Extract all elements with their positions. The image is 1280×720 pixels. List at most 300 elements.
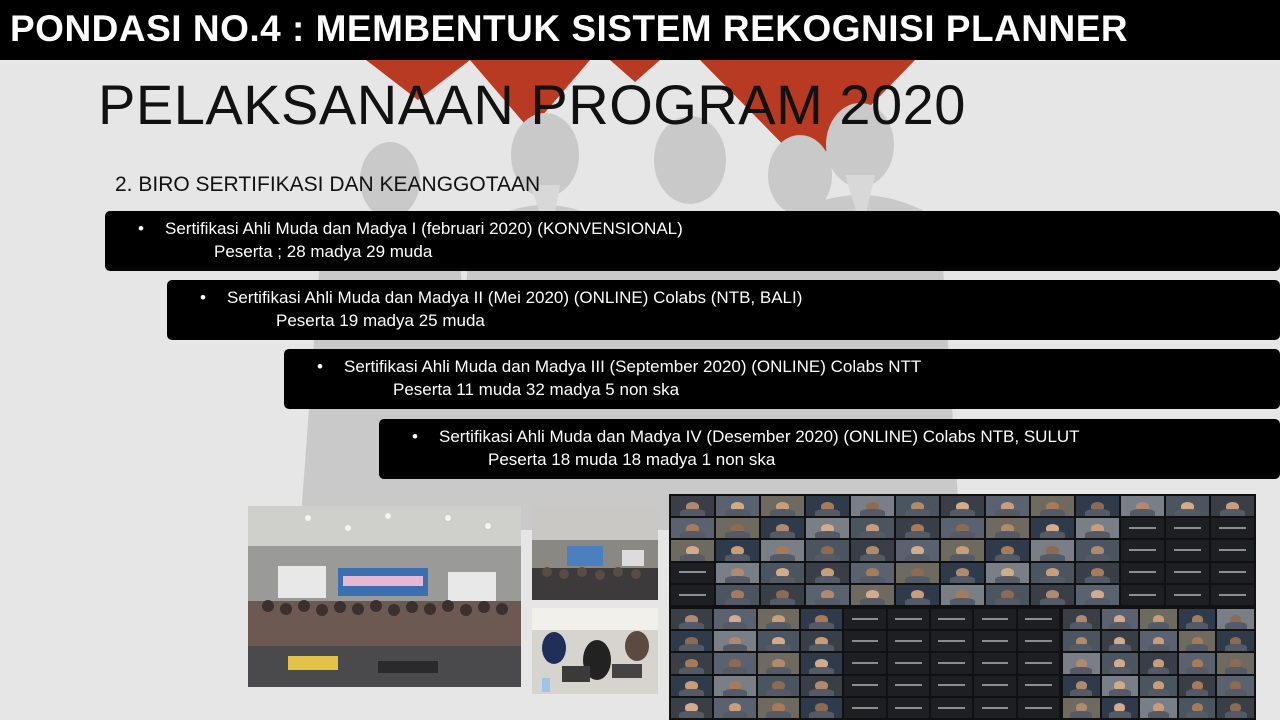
video-tile: [851, 563, 894, 583]
participant-body: [905, 576, 931, 583]
participant-name-bar: [1129, 571, 1157, 573]
video-tile: [1217, 676, 1254, 696]
participant-body: [950, 531, 976, 538]
participant-body: [1109, 622, 1131, 629]
video-tile: [888, 698, 929, 718]
participant-name-bar: [1174, 571, 1202, 573]
video-tile: [1121, 585, 1164, 605]
video-tile: [1018, 631, 1059, 651]
video-tile: [1211, 563, 1254, 583]
participant-name-bar: [938, 640, 964, 642]
step-title-line: [412, 427, 1280, 447]
header-bar: [0, 0, 1280, 60]
video-tile: [941, 585, 984, 605]
video-tile: [1031, 496, 1074, 516]
participant-body: [1109, 644, 1131, 651]
video-tile: [716, 585, 759, 605]
video-tile: [986, 518, 1029, 538]
video-tile: [801, 631, 842, 651]
video-tile: [1018, 653, 1059, 673]
video-tile: [1166, 585, 1209, 605]
video-tile: [931, 653, 972, 673]
participant-name-bar: [982, 662, 1008, 664]
video-tile: [758, 653, 799, 673]
video-tile: [801, 609, 842, 629]
participant-body: [770, 576, 796, 583]
participant-body: [766, 711, 791, 718]
video-tile: [801, 653, 842, 673]
video-tile: [851, 585, 894, 605]
video-tile: [851, 518, 894, 538]
participant-name-bar: [679, 594, 707, 596]
participant-body: [1040, 598, 1066, 605]
video-tile: [1063, 609, 1100, 629]
participant-body: [905, 554, 931, 561]
video-tile: [1140, 653, 1177, 673]
participant-body: [1220, 509, 1246, 516]
video-tile: [974, 653, 1015, 673]
participant-body: [770, 554, 796, 561]
video-tile: [1121, 496, 1164, 516]
video-tile: [1121, 518, 1164, 538]
video-tile: [671, 563, 714, 583]
participant-body: [770, 531, 796, 538]
video-tile: [758, 698, 799, 718]
video-tile: [671, 540, 714, 560]
video-tile: [844, 676, 885, 696]
video-tile: [1217, 653, 1254, 673]
zoom-gallery-bottom-right: [1061, 607, 1256, 720]
participant-body: [723, 711, 748, 718]
video-tile: [1166, 518, 1209, 538]
participant-name-bar: [1129, 527, 1157, 529]
video-tile: [974, 631, 1015, 651]
slide-title: PELAKSANAAN PROGRAM 2020: [98, 73, 966, 136]
participant-name-bar: [1129, 549, 1157, 551]
participant-body: [809, 622, 834, 629]
participant-name-bar: [852, 640, 878, 642]
participant-body: [766, 667, 791, 674]
participant-name-bar: [1025, 707, 1051, 709]
participant-body: [1109, 711, 1131, 718]
participant-name-bar: [1219, 571, 1247, 573]
video-tile: [671, 676, 712, 696]
participant-body: [1186, 667, 1208, 674]
video-tile: [1018, 609, 1059, 629]
video-tile: [1063, 653, 1100, 673]
video-tile: [1102, 631, 1139, 651]
video-tile: [941, 518, 984, 538]
video-tile: [974, 609, 1015, 629]
participant-body: [1085, 598, 1111, 605]
video-tile: [1166, 496, 1209, 516]
participant-body: [725, 554, 751, 561]
participant-name-bar: [938, 707, 964, 709]
section-heading: 2. BIRO SERTIFIKASI DAN KEANGGOTAAN: [115, 173, 541, 196]
zoom-gallery-bottom-left: [669, 607, 1061, 720]
participant-body: [1148, 711, 1170, 718]
participant-name-bar: [938, 618, 964, 620]
participant-body: [725, 598, 751, 605]
participant-body: [723, 689, 748, 696]
group-photo-classroom: [248, 506, 521, 687]
participant-body: [860, 531, 886, 538]
video-tile: [888, 631, 929, 651]
participant-body: [995, 554, 1021, 561]
participant-name-bar: [852, 662, 878, 664]
video-tile: [1140, 609, 1177, 629]
participant-body: [679, 689, 704, 696]
participant-body: [1109, 689, 1131, 696]
step-title-line: [200, 288, 1280, 308]
video-tile: [761, 563, 804, 583]
participant-body: [1225, 689, 1247, 696]
participant-name-bar: [1219, 549, 1247, 551]
participant-body: [809, 667, 834, 674]
participant-name-bar: [938, 684, 964, 686]
video-tile: [1031, 518, 1074, 538]
video-tile: [671, 653, 712, 673]
video-tile: [806, 496, 849, 516]
video-tile: [671, 585, 714, 605]
participant-name-bar: [1025, 618, 1051, 620]
step-participants: Peserta ; 28 madya 29 muda: [214, 242, 433, 261]
participant-body: [860, 554, 886, 561]
video-tile: [888, 653, 929, 673]
participant-name-bar: [895, 618, 921, 620]
participant-body: [1085, 554, 1111, 561]
participant-body: [679, 622, 704, 629]
video-tile: [714, 631, 755, 651]
participant-body: [860, 509, 886, 516]
participant-body: [905, 598, 931, 605]
header-title: PONDASI NO.4 : MEMBENTUK SISTEM REKOGNISI PLANNER: [10, 8, 1129, 49]
video-tile: [1102, 609, 1139, 629]
video-tile: [1179, 698, 1216, 718]
participant-name-bar: [938, 662, 964, 664]
video-tile: [986, 496, 1029, 516]
video-tile: [761, 518, 804, 538]
participant-body: [723, 667, 748, 674]
step-title: Sertifikasi Ahli Muda dan Madya II (Mei 2020) (ONLINE) Colabs (NTB, BALI): [227, 288, 803, 307]
participant-body: [770, 509, 796, 516]
video-tile: [1121, 563, 1164, 583]
participant-body: [950, 598, 976, 605]
video-tile: [844, 698, 885, 718]
participant-name-bar: [1129, 594, 1157, 596]
video-tile: [716, 563, 759, 583]
video-tile: [716, 518, 759, 538]
bullet-icon: •: [138, 219, 144, 238]
participant-body: [1186, 711, 1208, 718]
participant-body: [1085, 576, 1111, 583]
participant-body: [1109, 667, 1131, 674]
video-tile: [1166, 540, 1209, 560]
video-tile: [1211, 540, 1254, 560]
step-title-line: [317, 357, 1280, 377]
participant-body: [723, 622, 748, 629]
video-tile: [1102, 676, 1139, 696]
video-tile: [896, 540, 939, 560]
participant-body: [1148, 689, 1170, 696]
participant-body: [1130, 509, 1156, 516]
participant-name-bar: [1174, 594, 1202, 596]
participant-name-bar: [852, 618, 878, 620]
step-title: Sertifikasi Ahli Muda dan Madya IV (Desember 2020) (ONLINE) Colabs NTB, SULUT: [439, 427, 1080, 446]
bullet-icon: •: [412, 427, 418, 446]
step-box: [105, 211, 1280, 271]
participant-body: [766, 689, 791, 696]
participant-body: [809, 644, 834, 651]
video-tile: [714, 653, 755, 673]
video-tile: [1211, 585, 1254, 605]
video-tile: [671, 518, 714, 538]
video-tile: [974, 698, 1015, 718]
video-tile: [758, 676, 799, 696]
step-title: Sertifikasi Ahli Muda dan Madya III (September 2020) (ONLINE) Colabs NTT: [344, 357, 922, 376]
video-tile: [1076, 540, 1119, 560]
video-tile: [714, 609, 755, 629]
participant-body: [809, 689, 834, 696]
video-tile: [1102, 698, 1139, 718]
participant-body: [1225, 711, 1247, 718]
participant-body: [770, 598, 796, 605]
video-tile: [1031, 540, 1074, 560]
participant-body: [1186, 622, 1208, 629]
participant-body: [766, 622, 791, 629]
video-tile: [1076, 585, 1119, 605]
video-tile: [896, 585, 939, 605]
participant-name-bar: [1219, 594, 1247, 596]
video-tile: [671, 698, 712, 718]
participant-body: [766, 644, 791, 651]
video-tile: [671, 496, 714, 516]
video-tile: [931, 698, 972, 718]
step-title-line: [138, 219, 1280, 239]
video-tile: [758, 609, 799, 629]
video-tile: [806, 518, 849, 538]
participant-name-bar: [895, 707, 921, 709]
video-tile: [931, 609, 972, 629]
video-tile: [761, 496, 804, 516]
video-tile: [1102, 653, 1139, 673]
video-tile: [761, 585, 804, 605]
participant-body: [950, 509, 976, 516]
step-participants: Peserta 18 muda 18 madya 1 non ska: [488, 450, 776, 469]
video-tile: [896, 518, 939, 538]
participant-body: [860, 576, 886, 583]
video-tile: [844, 609, 885, 629]
video-tile: [1018, 676, 1059, 696]
step-title: Sertifikasi Ahli Muda dan Madya I (februari 2020) (KONVENSIONAL): [165, 219, 683, 238]
video-tile: [888, 609, 929, 629]
participant-body: [815, 576, 841, 583]
step-box: [284, 349, 1280, 409]
participant-body: [725, 509, 751, 516]
participant-body: [679, 667, 704, 674]
zoom-gallery-top: [669, 494, 1256, 607]
video-tile: [1063, 631, 1100, 651]
video-tile: [974, 676, 1015, 696]
video-tile: [1063, 698, 1100, 718]
bullet-icon: •: [317, 357, 323, 376]
photo-participants-laptops: [532, 608, 658, 694]
video-tile: [896, 563, 939, 583]
video-tile: [941, 496, 984, 516]
video-tile: [716, 496, 759, 516]
participant-body: [995, 598, 1021, 605]
video-tile: [941, 540, 984, 560]
video-tile: [851, 496, 894, 516]
video-tile: [1179, 609, 1216, 629]
participant-name-bar: [1219, 527, 1247, 529]
participant-name-bar: [895, 662, 921, 664]
participant-body: [1070, 689, 1092, 696]
participant-name-bar: [895, 640, 921, 642]
participant-body: [1070, 644, 1092, 651]
video-tile: [1140, 676, 1177, 696]
participant-body: [995, 509, 1021, 516]
participant-name-bar: [982, 707, 1008, 709]
participant-body: [815, 531, 841, 538]
participant-body: [1225, 667, 1247, 674]
participant-name-bar: [1025, 684, 1051, 686]
participant-name-bar: [852, 684, 878, 686]
video-tile: [806, 540, 849, 560]
participant-body: [815, 554, 841, 561]
video-tile: [671, 631, 712, 651]
participant-body: [1225, 644, 1247, 651]
participant-body: [905, 509, 931, 516]
participant-body: [950, 576, 976, 583]
participant-body: [860, 598, 886, 605]
participant-body: [1148, 622, 1170, 629]
video-tile: [986, 563, 1029, 583]
participant-body: [815, 509, 841, 516]
video-tile: [671, 609, 712, 629]
video-tile: [806, 585, 849, 605]
participant-body: [723, 644, 748, 651]
video-tile: [1140, 698, 1177, 718]
video-tile: [1217, 698, 1254, 718]
video-tile: [1217, 631, 1254, 651]
video-tile: [888, 676, 929, 696]
participant-name-bar: [1174, 527, 1202, 529]
participant-name-bar: [1025, 640, 1051, 642]
video-tile: [714, 698, 755, 718]
video-tile: [941, 563, 984, 583]
participant-body: [680, 509, 706, 516]
video-tile: [931, 676, 972, 696]
video-tile: [1211, 518, 1254, 538]
participant-body: [1040, 576, 1066, 583]
video-tile: [986, 585, 1029, 605]
participant-body: [679, 644, 704, 651]
participant-body: [1070, 711, 1092, 718]
participant-name-bar: [895, 684, 921, 686]
participant-body: [1070, 667, 1092, 674]
participant-body: [725, 531, 751, 538]
step-box: [167, 280, 1280, 340]
step-participants: Peserta 19 madya 25 muda: [276, 311, 485, 330]
participant-body: [1040, 554, 1066, 561]
video-tile: [931, 631, 972, 651]
participant-body: [725, 576, 751, 583]
video-tile: [801, 698, 842, 718]
video-tile: [844, 653, 885, 673]
participant-body: [1186, 689, 1208, 696]
participant-name-bar: [1174, 549, 1202, 551]
video-tile: [758, 631, 799, 651]
video-tile: [896, 496, 939, 516]
participant-body: [1148, 667, 1170, 674]
video-tile: [801, 676, 842, 696]
participant-name-bar: [852, 707, 878, 709]
video-tile: [1063, 676, 1100, 696]
participant-name-bar: [679, 571, 707, 573]
participant-body: [1225, 622, 1247, 629]
video-tile: [1076, 518, 1119, 538]
video-tile: [714, 676, 755, 696]
video-tile: [1076, 496, 1119, 516]
participant-body: [680, 531, 706, 538]
participant-body: [1148, 644, 1170, 651]
step-box: [379, 419, 1280, 479]
participant-body: [1040, 509, 1066, 516]
video-tile: [1018, 698, 1059, 718]
participant-body: [1186, 644, 1208, 651]
participant-body: [950, 554, 976, 561]
video-tile: [1217, 609, 1254, 629]
participant-body: [809, 711, 834, 718]
participant-body: [815, 598, 841, 605]
video-tile: [1031, 585, 1074, 605]
participant-body: [995, 531, 1021, 538]
participant-body: [1040, 531, 1066, 538]
video-tile: [986, 540, 1029, 560]
participant-body: [1085, 531, 1111, 538]
video-tile: [1076, 563, 1119, 583]
video-tile: [844, 631, 885, 651]
video-tile: [1179, 676, 1216, 696]
video-tile: [1031, 563, 1074, 583]
step-participants: Peserta 11 muda 32 madya 5 non ska: [393, 380, 680, 399]
video-tile: [1166, 563, 1209, 583]
video-tile: [851, 540, 894, 560]
participant-body: [1085, 509, 1111, 516]
participant-body: [1175, 509, 1201, 516]
participant-body: [1070, 622, 1092, 629]
participant-body: [995, 576, 1021, 583]
photo-seminar-room: [532, 506, 658, 600]
video-tile: [1211, 496, 1254, 516]
participant-name-bar: [1025, 662, 1051, 664]
video-tile: [1140, 631, 1177, 651]
participant-body: [905, 531, 931, 538]
bullet-icon: •: [200, 288, 206, 307]
video-tile: [1121, 540, 1164, 560]
video-tile: [1179, 653, 1216, 673]
video-tile: [716, 540, 759, 560]
participant-name-bar: [982, 618, 1008, 620]
video-tile: [806, 563, 849, 583]
participant-name-bar: [982, 684, 1008, 686]
participant-body: [680, 554, 706, 561]
video-tile: [1179, 631, 1216, 651]
participant-body: [679, 711, 704, 718]
participant-name-bar: [982, 640, 1008, 642]
video-tile: [761, 540, 804, 560]
